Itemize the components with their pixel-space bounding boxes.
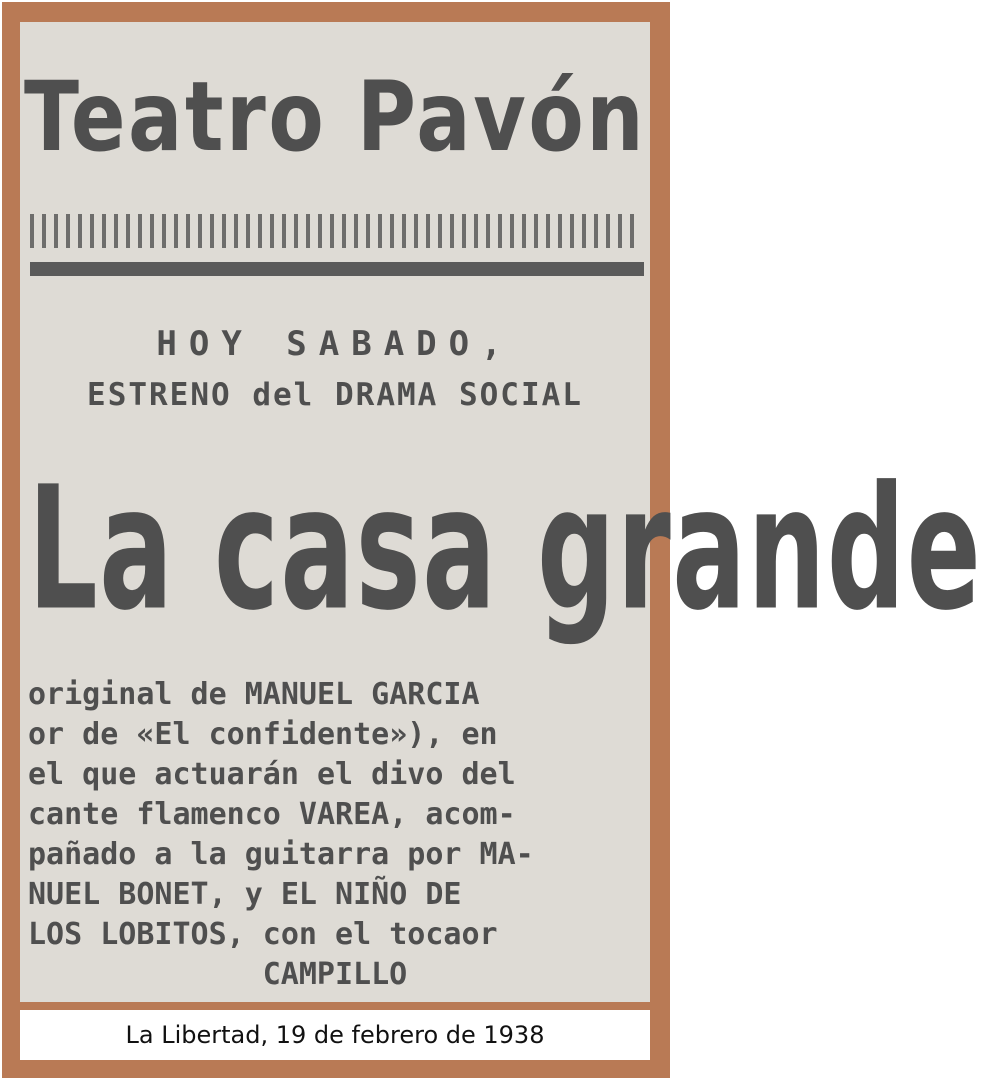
theatre-name: Teatro Pavón xyxy=(24,61,647,173)
body-line: LOS LOBITOS, con el tocaor xyxy=(28,917,498,952)
body-line: or de «El confidente»), en xyxy=(28,717,498,752)
body-line: cante flamenco VAREA, acom- xyxy=(28,797,516,832)
premiere-line: ESTRENO del DRAMA SOCIAL xyxy=(87,377,583,413)
source-caption: La Libertad, 19 de febrero de 1938 xyxy=(125,1021,545,1049)
announcement-line: HOY SABADO, xyxy=(156,324,514,364)
divider-bar xyxy=(30,262,644,276)
body-line: pañado a la guitarra por MA- xyxy=(28,837,534,872)
body-line: NUEL BONET, y EL NIÑO DE xyxy=(28,877,462,912)
body-line: CAMPILLO xyxy=(262,957,408,992)
body-line: el que actuarán el divo del xyxy=(28,757,516,792)
play-title: La casa grande xyxy=(28,449,982,648)
newspaper-clipping xyxy=(20,22,982,1002)
caption-box xyxy=(20,1010,650,1060)
body-line: original de MANUEL GARCIA xyxy=(28,677,480,712)
decorative-rule xyxy=(30,214,640,248)
